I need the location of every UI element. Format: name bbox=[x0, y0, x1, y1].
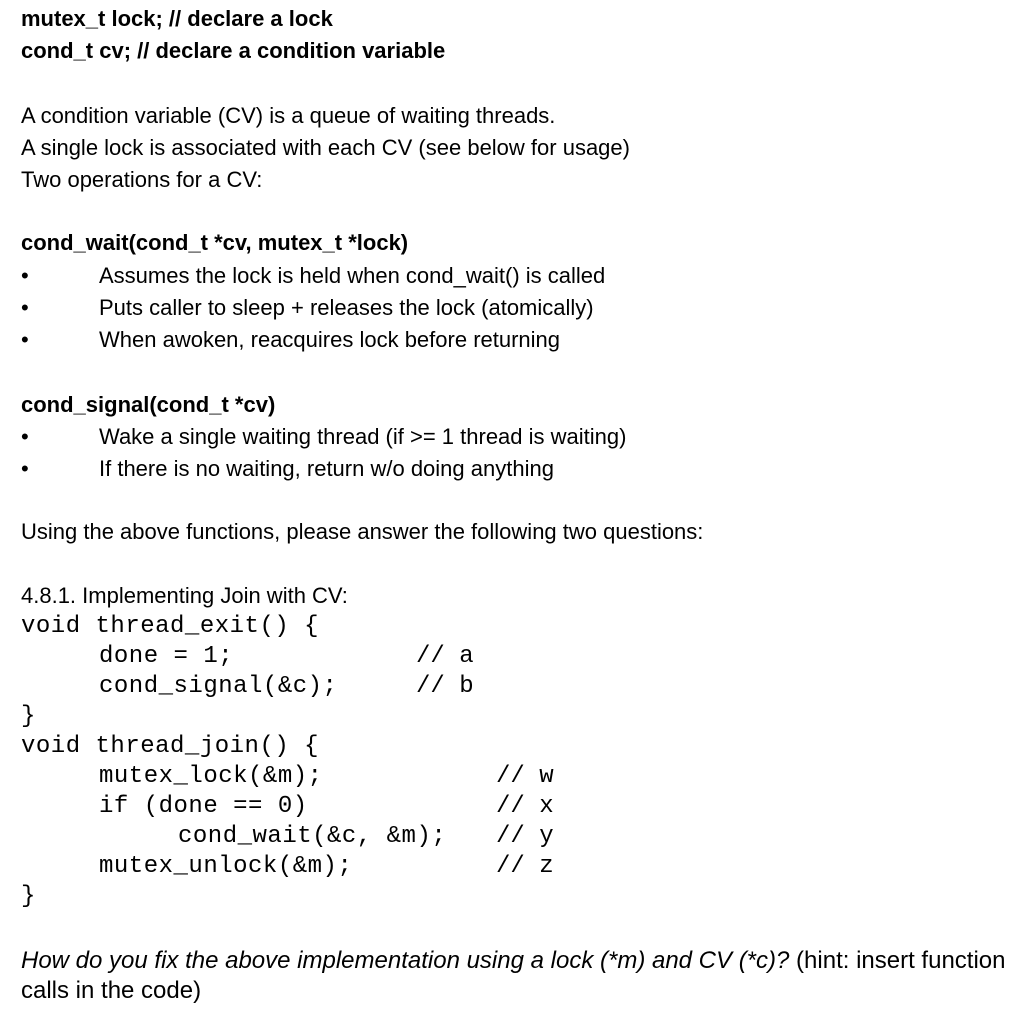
intro-line-1: A condition variable (CV) is a queue of waiting threads. bbox=[21, 103, 556, 128]
lock-declaration: mutex_t lock; // declare a lock bbox=[21, 6, 333, 31]
code-join-line-2: if (done == 0) bbox=[99, 793, 308, 820]
code-exit-line-2: cond_signal(&c); bbox=[99, 673, 338, 700]
intro-line-3: Two operations for a CV: bbox=[21, 167, 263, 192]
code-join-header: void thread_join() { bbox=[21, 733, 320, 760]
code-join-line-3: cond_wait(&c, &m); bbox=[178, 823, 447, 850]
question-text bbox=[21, 946, 1006, 1006]
code-join-close: } bbox=[21, 883, 36, 910]
cv-declaration: cond_t cv; // declare a condition variable bbox=[21, 38, 446, 63]
question-hint: (hint: insert function calls in the code) bbox=[21, 947, 1006, 1004]
code-exit-close: } bbox=[21, 703, 36, 730]
question-italic: How do you fix the above implementation using a lock (*m) and CV (*c)? bbox=[21, 947, 790, 974]
instruction-text: Using the above functions, please answer the following two questions: bbox=[21, 519, 704, 544]
cond-wait-bullet-3: When awoken, reacquires lock before returning bbox=[99, 327, 561, 352]
cond-signal-signature: cond_signal(cond_t *cv) bbox=[21, 392, 276, 417]
code-exit-line-1: done = 1; bbox=[99, 643, 234, 670]
cond-signal-bullet-1: Wake a single waiting thread (if >= 1 thread is waiting) bbox=[99, 424, 627, 449]
bullet-icon: • bbox=[21, 424, 29, 449]
code-join-comment-z: // z bbox=[496, 853, 554, 880]
code-join-comment-x: // x bbox=[496, 793, 554, 820]
code-exit-header: void thread_exit() { bbox=[21, 613, 320, 640]
code-join-line-1: mutex_lock(&m); bbox=[99, 763, 323, 790]
cond-wait-bullet-2: Puts caller to sleep + releases the lock (atomically) bbox=[99, 295, 594, 320]
cond-wait-bullet-1: Assumes the lock is held when cond_wait() is called bbox=[99, 263, 606, 288]
code-exit-comment-a: // a bbox=[416, 643, 474, 670]
code-join-comment-y: // y bbox=[496, 823, 554, 850]
bullet-icon: • bbox=[21, 456, 29, 481]
section-title: 4.8.1. Implementing Join with CV: bbox=[21, 583, 348, 608]
bullet-icon: • bbox=[21, 327, 29, 352]
code-exit-comment-b: // b bbox=[416, 673, 474, 700]
cond-signal-bullet-2: If there is no waiting, return w/o doing anything bbox=[99, 456, 554, 481]
cond-wait-signature: cond_wait(cond_t *cv, mutex_t *lock) bbox=[21, 230, 409, 255]
bullet-icon: • bbox=[21, 295, 29, 320]
code-join-comment-w: // w bbox=[496, 763, 554, 790]
bullet-icon: • bbox=[21, 263, 29, 288]
code-join-line-4: mutex_unlock(&m); bbox=[99, 853, 353, 880]
intro-line-2: A single lock is associated with each CV (see below for usage) bbox=[21, 135, 630, 160]
